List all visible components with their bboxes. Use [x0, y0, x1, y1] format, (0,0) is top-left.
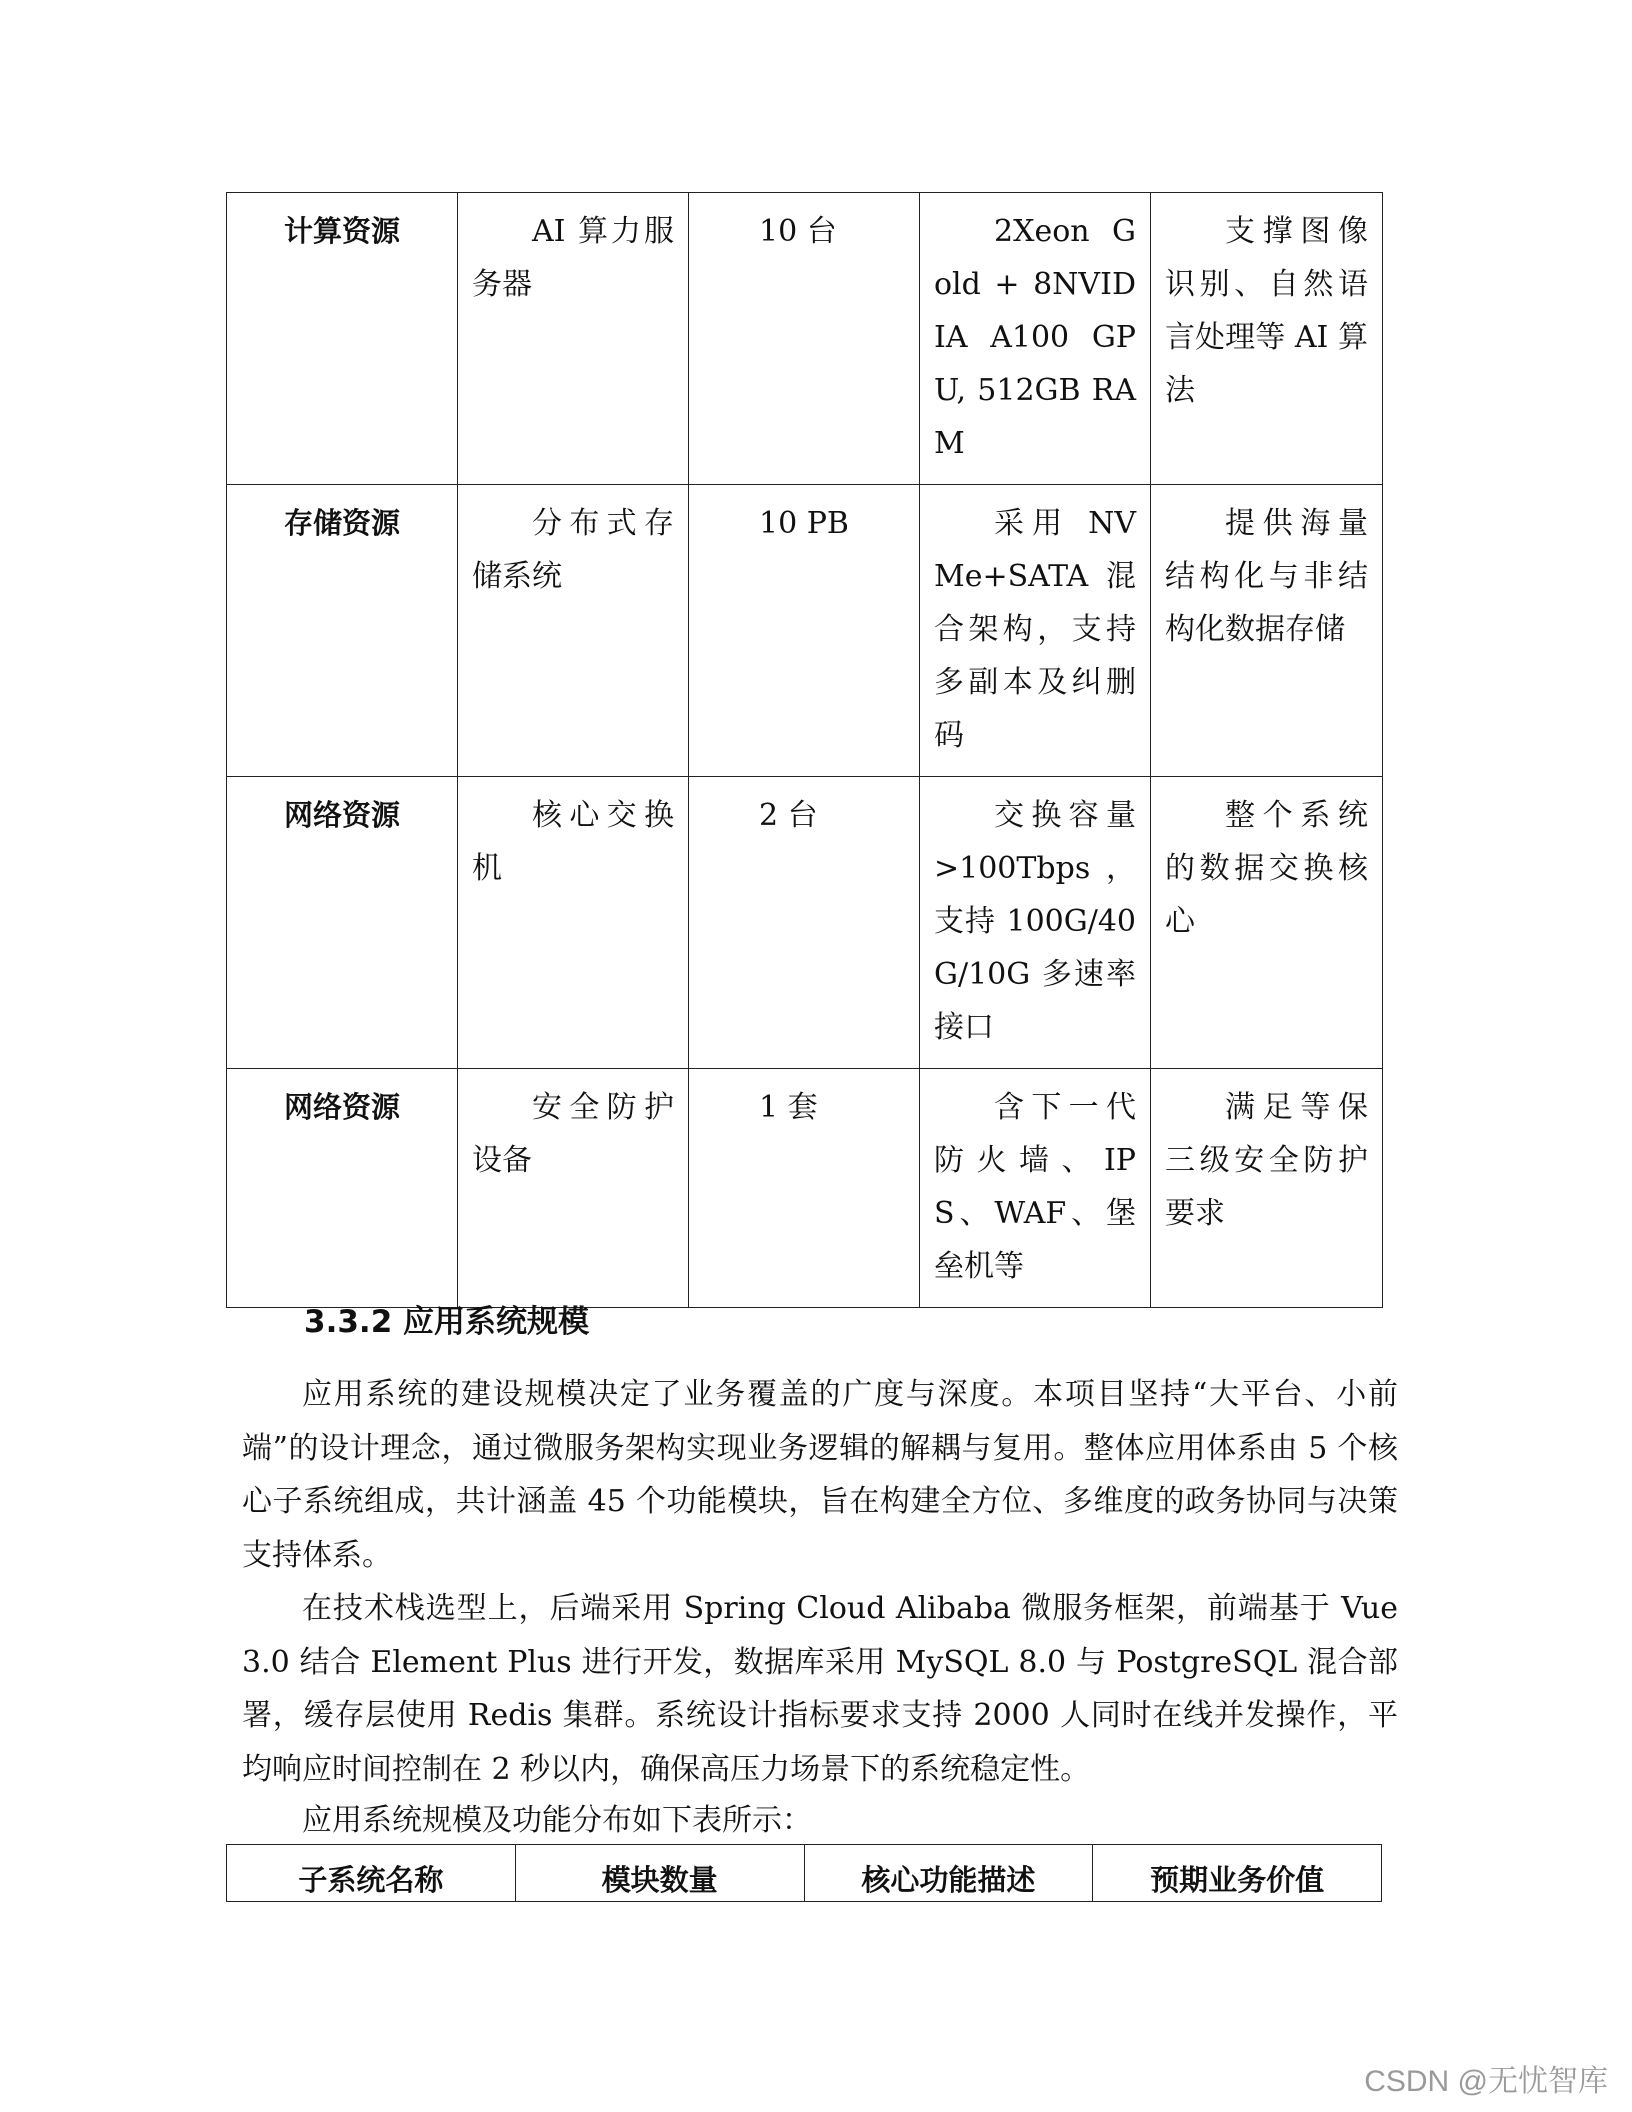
spec-cell: 交换容量>100Tbps，支持 100G/40G/10G 多速率接口 — [920, 777, 1151, 1069]
count-cell: 10 PB — [689, 485, 920, 777]
header-module-count: 模块数量 — [515, 1845, 804, 1902]
purpose-cell: 提供海量结构化与非结构化数据存储 — [1151, 485, 1383, 777]
name-cell: 安全防护设备 — [458, 1069, 689, 1308]
name-cell: 分布式存储系统 — [458, 485, 689, 777]
table-row — [227, 777, 1383, 1069]
watermark: CSDN @无忧智库 — [1364, 2065, 1608, 2098]
count-cell: 1 套 — [689, 1069, 920, 1308]
resource-table — [226, 192, 1383, 1308]
table-header-row — [227, 1845, 1382, 1902]
header-business-value: 预期业务价值 — [1093, 1845, 1382, 1902]
header-subsystem-name: 子系统名称 — [227, 1845, 516, 1902]
header-core-function: 核心功能描述 — [804, 1845, 1093, 1902]
category-cell: 计算资源 — [227, 193, 458, 485]
body-paragraph: 在技术栈选型上，后端采用 Spring Cloud Alibaba 微服务框架，前端基于 Vue 3.0 结合 Element Plus 进行开发，数据库采用 MySQL 8.0 与 PostgreSQL 混合部署，缓存层使用 Redis 集群。系统设计指标要求支持 2000 人同时在线并发操作，平均响应时间控制在 2 秒以内，确保高压力场景下的系统稳定性。 — [242, 1591, 1398, 1787]
table-row — [227, 485, 1383, 777]
purpose-cell: 整个系统的数据交换核心 — [1151, 777, 1383, 1069]
table-row — [227, 193, 1383, 485]
category-cell: 网络资源 — [227, 777, 458, 1069]
table-row — [227, 1069, 1383, 1308]
name-cell: AI 算力服务器 — [458, 193, 689, 485]
purpose-cell: 满足等保三级安全防护要求 — [1151, 1069, 1383, 1308]
category-cell: 存储资源 — [227, 485, 458, 777]
count-cell: 2 台 — [689, 777, 920, 1069]
spec-cell: 含下一代防火墙、IPS、WAF、堡垒机等 — [920, 1069, 1151, 1308]
body-paragraph: 应用系统的建设规模决定了业务覆盖的广度与深度。本项目坚持“大平台、小前端”的设计理念，通过微服务架构实现业务逻辑的解耦与复用。整体应用体系由 5 个核心子系统组成，共计涵盖 45 个功能模块，旨在构建全方位、多维度的政务协同与决策支持体系。 — [242, 1377, 1398, 1573]
spec-cell: 采用 NVMe+SATA 混合架构，支持多副本及纠删码 — [920, 485, 1151, 777]
spec-cell: 2Xeon Gold + 8NVIDIA A100 GPU, 512GB RAM — [920, 193, 1151, 485]
table-caption: 应用系统规模及功能分布如下表所示： — [302, 1803, 812, 1838]
category-cell: 网络资源 — [227, 1069, 458, 1308]
app-system-table — [226, 1844, 1382, 1902]
count-cell: 10 台 — [689, 193, 920, 485]
section-heading: 3.3.2 应用系统规模 — [304, 1304, 590, 1340]
name-cell: 核心交换机 — [458, 777, 689, 1069]
purpose-cell: 支撑图像识别、自然语言处理等 AI 算法 — [1151, 193, 1383, 485]
